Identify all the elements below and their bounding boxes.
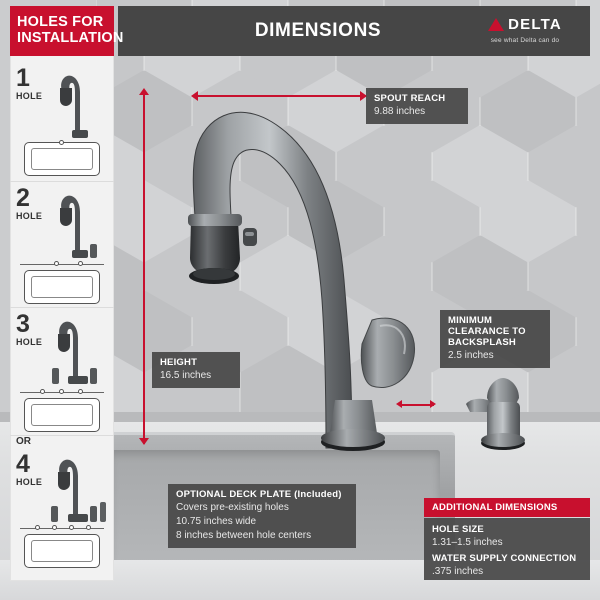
hole-dot-2-b [78, 261, 83, 266]
hole-dot-3-a [40, 389, 45, 394]
callout-deck-plate-line2: 10.75 inches wide [176, 516, 257, 527]
callout-backsplash [440, 310, 550, 368]
hole-option-3[interactable] [10, 308, 114, 436]
spout-reach-arrow-left [191, 91, 198, 101]
faucet-icon-2 [50, 184, 106, 260]
additional-row-1-value: .375 inches [432, 566, 484, 577]
delta-triangle-icon [488, 18, 504, 31]
brand-tagline: see what Delta can do [490, 37, 560, 44]
backsplash-arrow-right [430, 400, 436, 408]
hole-option-4-label: HOLE [16, 477, 43, 487]
faucet-icon-4 [46, 450, 108, 524]
height-arrow-top [139, 88, 149, 95]
sink-diagram-2 [24, 270, 100, 304]
callout-backsplash-title: MINIMUM CLEARANCE TO BACKSPLASH [448, 315, 526, 348]
delta-logo [470, 16, 580, 44]
holes-panel-title: HOLES FOR INSTALLATION [10, 6, 114, 56]
hole-option-4-number: 4 [16, 450, 30, 478]
height-arrow-bottom [139, 438, 149, 445]
hole-option-2[interactable] [10, 182, 114, 308]
callout-spout-reach-title: SPOUT REACH [374, 93, 446, 104]
callout-height [152, 352, 240, 388]
faucet-icon-3 [48, 310, 108, 386]
hole-option-3-label: HOLE [16, 337, 43, 347]
spout-reach-dimension-line [196, 95, 366, 97]
hole-option-1-number: 1 [16, 64, 30, 92]
hole-dot-4-d [86, 525, 91, 530]
additional-dimensions-panel [424, 518, 590, 580]
hole-dot-4-c [69, 525, 74, 530]
hole-dot-2-a [54, 261, 59, 266]
hole-option-4-or: OR [16, 436, 31, 447]
hole-dot-3-b [59, 389, 64, 394]
callout-deck-plate [168, 484, 356, 548]
callout-height-value: 16.5 inches [160, 370, 212, 381]
additional-dimensions-header: ADDITIONAL DIMENSIONS [424, 498, 590, 517]
additional-row-0-label: HOLE SIZE [432, 524, 484, 535]
callout-spout-reach [366, 88, 468, 124]
hole-option-1-label: HOLE [16, 91, 43, 101]
backsplash-dimension-line [400, 404, 434, 406]
hole-dot-1-a [59, 140, 64, 145]
hole-option-1[interactable] [10, 62, 114, 182]
faucet-icon-1 [50, 64, 106, 140]
additional-row-1-label: WATER SUPPLY CONNECTION [432, 553, 577, 564]
callout-deck-plate-line3: 8 inches between hole centers [176, 530, 312, 541]
brand-name: DELTA [508, 16, 562, 34]
callout-deck-plate-title: OPTIONAL DECK PLATE (Included) [176, 489, 342, 500]
callout-deck-plate-line1: Covers pre-existing holes [176, 502, 289, 513]
hole-option-4[interactable] [10, 436, 114, 578]
hole-option-2-number: 2 [16, 184, 30, 212]
header-banner [118, 6, 590, 56]
hole-dot-4-b [52, 525, 57, 530]
callout-height-title: HEIGHT [160, 357, 198, 368]
sink-diagram-3 [24, 398, 100, 432]
sink-diagram-1 [24, 142, 100, 176]
backsplash-arrow-left [396, 400, 402, 408]
hole-dot-4-a [35, 525, 40, 530]
hole-dot-3-c [78, 389, 83, 394]
additional-row-0-value: 1.31–1.5 inches [432, 537, 503, 548]
height-dimension-line [143, 94, 145, 444]
hole-option-2-label: HOLE [16, 211, 43, 221]
callout-spout-reach-value: 9.88 inches [374, 106, 426, 117]
callout-backsplash-value: 2.5 inches [448, 350, 494, 361]
hole-option-3-number: 3 [16, 310, 30, 338]
sink-diagram-4 [24, 534, 100, 568]
page-title: DIMENSIONS [254, 20, 382, 41]
